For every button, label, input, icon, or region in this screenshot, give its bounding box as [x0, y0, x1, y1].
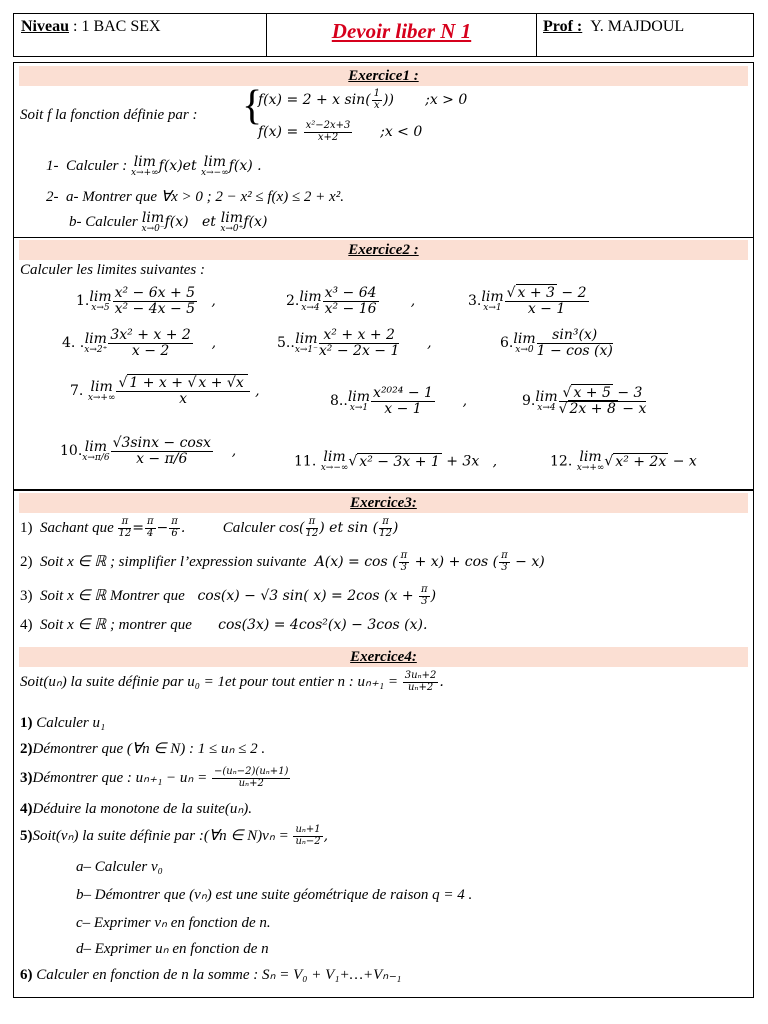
- limit-7: 7. lim x→+∞ $\frac{√ 1 + x + √ x + √x}{x}$ ,: [70, 375, 260, 407]
- limit-6: 6. lim x→0 $\frac{\text{sin³(x)}}{1 - \cos (x)}$: [500, 327, 613, 359]
- lim-minus-inf: lim x→−∞: [201, 154, 229, 178]
- ex3-q3: 3) Soit x ∈ ℝ Montrer que cos(x) − √3 sin( x) = 2cos (x + $\frac{\pi}{3}$ ): [20, 584, 437, 607]
- limit-12: 12. lim x→+∞ √ x² + 2x − x: [550, 449, 697, 473]
- exercise-2: [13, 237, 754, 490]
- limit-10: 10. lim x→π/6 $\frac{√3\sin x - \cos x}{x - \pi/6}$ ,: [60, 435, 237, 467]
- ex4-q5: 5)Soit(vₙ) la suite définie par :(∀n ∈ N)vₙ = $\frac{\text{uₙ+1}}{\text{uₙ−2}}$ ,: [20, 824, 329, 847]
- ex4-q2: 2)Démontrer que (∀n ∈ N) : 1 ≤ uₙ ≤ 2 .: [20, 741, 266, 757]
- ex4-q1: 1) Calculer u₁: [20, 715, 106, 731]
- ex4-q5d-text: Exprimer uₙ en fonction de n: [94, 941, 269, 957]
- exercise-1: [13, 62, 754, 238]
- ex1-intro: Soit f la fonction définie par :: [20, 107, 198, 123]
- ex4-q6: 6) Calculer en fonction de n la somme : Sₙ = V₀ + V₁+…+Vₙ₋₁: [20, 967, 402, 983]
- ex1-f-case1: f(x) = 2 + x sin( $\frac{1}{x}$ )) ;x > 0: [258, 88, 468, 111]
- niveau-label: Niveau: [21, 18, 69, 35]
- ex4-q5-text: Soit(vₙ) la suite définie par :(∀n ∈ N)vₙ =: [32, 828, 289, 844]
- ex3-q3-text: Soit x ∈ ℝ Montrer que: [40, 588, 185, 604]
- ex3-q4b-text: cos(3x) = 4cos²(x) − 3cos (x).: [218, 617, 428, 633]
- ex1-q2b: b- Calculer lim x→0⁻ f(x) et lim x→0⁺ f(x): [69, 210, 268, 234]
- ex1-brace: {: [242, 83, 263, 129]
- ex3-q1b-text: Calculer cos: [222, 520, 300, 536]
- exercise-1-title: Exercice1 :: [19, 66, 748, 86]
- ex3-q1: 1) Sachant que $\frac{\pi}{12}$ = $\frac{\pi}{4}$ − $\frac{\pi}{6}$ . Calculer cos( $\frac{\pi}{12}$ ) et sin ( $\frac{\pi}{12}$ ): [20, 516, 399, 539]
- prof-label: Prof :: [543, 18, 583, 35]
- ex3-q2: 2) Soit x ∈ ℝ ; simplifier l’expression suivante A(x) = cos ( $\frac{\pi}{3}$ + x) + cos ( $\frac{\pi}{3}$ − x): [20, 550, 545, 573]
- limit-9: 9. lim x→4 $\frac{√ x + 5 - 3}{√ 2x + 8 - x}$: [522, 385, 647, 417]
- limit-11: 11. lim x→−∞ √ x² − 3x + 1 + 3x ,: [294, 449, 498, 473]
- ex3-q1-text: Sachant que: [40, 520, 114, 536]
- ex1-f-case2: f(x) = $\frac{\text{x²−2x+3}}{x+2}$ ;x < 0: [258, 120, 423, 143]
- limit-5: 5.. lim x→1⁻ $\frac{\text{x² + x + 2}}{\text{x² − 2x − 1}}$ ,: [277, 327, 432, 359]
- ex4-q5b-text: Démontrer que (vₙ) est une suite géométrique de raison q = 4 .: [94, 887, 473, 903]
- ex1-q2-text: a- Montrer que ∀x > 0 ; 2 − x² ≤ f(x) ≤ 2 + x².: [66, 189, 344, 205]
- limit-3: 3. lim x→1 $\frac{√ x + 3 - 2}{x - 1}$: [468, 285, 587, 317]
- header-table: [13, 13, 754, 57]
- ex4-q4-text: Déduire la monotone de la suite(uₙ).: [32, 801, 253, 817]
- limit-4: 4. . lim x→2⁺ $\frac{\text{3x² + x + 2}}{x - 2}$ ,: [62, 327, 217, 359]
- ex4-q4: 4)Déduire la monotone de la suite(uₙ).: [20, 801, 253, 817]
- prof-cell: [537, 14, 753, 56]
- ex1-q1: 1- Calculer : lim x→+∞ f(x)et lim x→−∞ f(x) .: [46, 154, 262, 178]
- exercise-4-title: Exercice4:: [19, 647, 748, 667]
- lim-plus-inf: lim x→+∞: [131, 154, 159, 178]
- limit-1: 1. lim x→5 $\frac{\text{x² − 6x + 5}}{\text{x² − 4x − 5}}$ ,: [76, 285, 216, 317]
- ex4-intro: Soit(uₙ) la suite définie par u₀ = 1et pour tout entier n : uₙ₊₁ = $\frac{\text{3uₙ+2}}{\text{uₙ+2}}$ .: [20, 670, 444, 693]
- ex4-q5b: b– Démontrer que (vₙ) est une suite géométrique de raison q = 4 .: [76, 887, 473, 903]
- ex4-intro-text: Soit(uₙ) la suite définie par u₀ = 1et pour tout entier n : uₙ₊₁ =: [20, 674, 399, 690]
- ex4-q1-text: Calculer u₁: [36, 715, 106, 731]
- ex3-q4-text: Soit x ∈ ℝ ; montrer que: [40, 617, 192, 633]
- ex4-q3-text: Démontrer que : uₙ₊₁ − uₙ =: [32, 770, 208, 786]
- ex4-q5c: c– Exprimer vₙ en fonction de n.: [76, 915, 271, 931]
- limit-8: 8.. lim x→1 $\frac{\text{x²⁰²⁴ − 1}}{x - 1}$ ,: [330, 385, 468, 417]
- niveau-value: : 1 BAC SEX: [73, 18, 161, 35]
- limit-2: 2. lim x→4 $\frac{\text{x³ − 64}}{\text{x² − 16}}$ ,: [286, 285, 416, 317]
- ex4-q5a-text: Calculer v₀: [94, 859, 163, 875]
- ex4-q3: 3)Démontrer que : uₙ₊₁ − uₙ = $\frac{\text{−(uₙ−2)(uₙ+1)}}{\text{uₙ+2}}$: [20, 766, 289, 789]
- exercise-3-title: Exercice3:: [19, 493, 748, 513]
- exercise-2-title: Exercice2 :: [19, 240, 748, 260]
- ex4-q5d: d– Exprimer uₙ en fonction de n: [76, 941, 269, 957]
- lim-0-plus: lim x→0⁺: [220, 210, 244, 234]
- ex4-q6-text: Calculer en fonction de n la somme : Sₙ = V₀ + V₁+…+Vₙ₋₁: [36, 967, 402, 983]
- doc-title-text: Devoir liber N 1: [331, 19, 472, 43]
- doc-title: [267, 14, 537, 56]
- lim-0-minus: lim x→0⁻: [141, 210, 165, 234]
- ex1-q1-num: 1-: [46, 157, 59, 174]
- niveau-cell: [14, 14, 267, 56]
- ex4-q5c-text: Exprimer vₙ en fonction de n.: [93, 915, 271, 931]
- ex2-intro: Calculer les limites suivantes :: [20, 262, 205, 278]
- ex1-q2b-text: b- Calculer: [69, 213, 138, 230]
- ex1-q2-num: 2-: [46, 189, 59, 205]
- ex4-q5a: a– Calculer v₀: [76, 859, 163, 875]
- ex1-q2a: [46, 187, 344, 206]
- ex1-q1-text: Calculer :: [66, 157, 128, 174]
- ex4-q2-text: Démontrer que (∀n ∈ N) : 1 ≤ uₙ ≤ 2 .: [32, 741, 266, 757]
- exercise-3-4: [13, 490, 754, 998]
- ex3-q4: 4) Soit x ∈ ℝ ; montrer que cos(3x) = 4cos²(x) − 3cos (x).: [20, 617, 428, 633]
- prof-value: Y. MAJDOUL: [590, 18, 685, 35]
- ex3-q2-text: Soit x ∈ ℝ ; simplifier l’expression suivante: [40, 554, 307, 570]
